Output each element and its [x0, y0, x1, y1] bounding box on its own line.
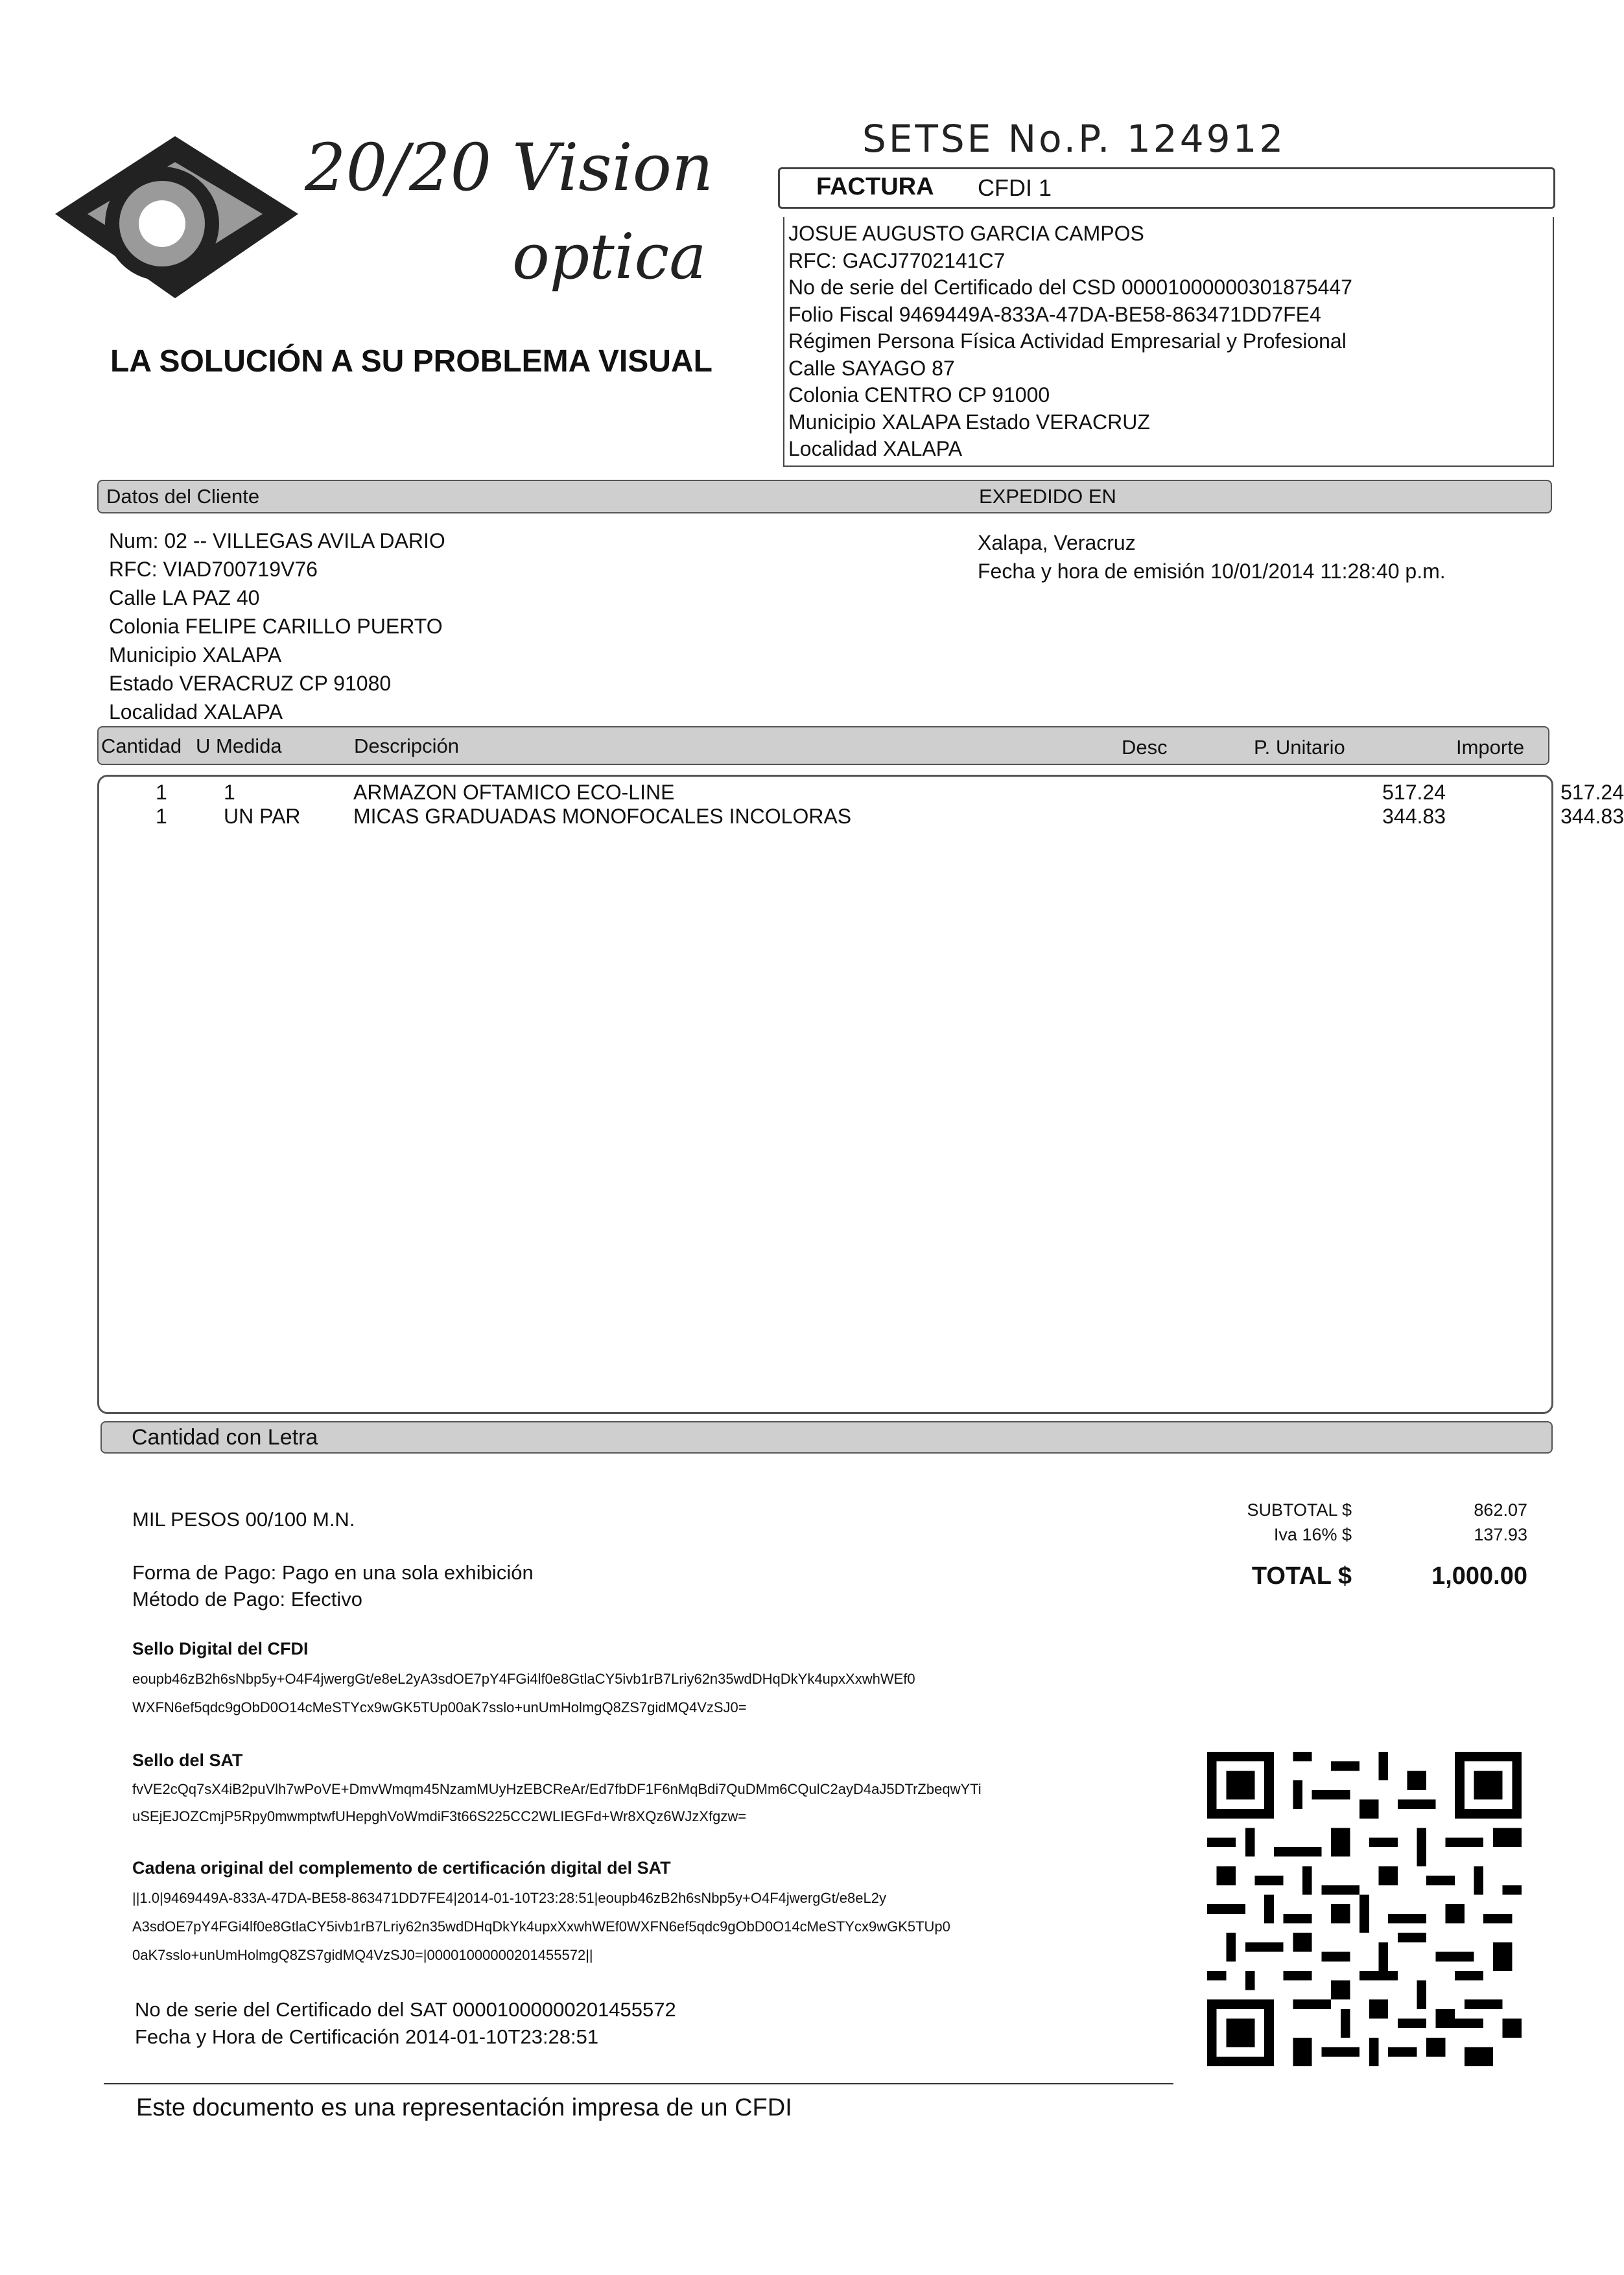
table-row [97, 805, 1624, 828]
row-umedida: 1 [224, 781, 235, 804]
cadena-line: A3sdOE7pY4FGi4lf0e8GtlaCY5ivb1rB7Lriy62n35wdDHqDkYk4upxXxwhWEf0WXFN6ef5qdc9gObD0O14cMeSTYcx9wGK5TUp0 [132, 1918, 950, 1935]
client-calle: Calle LA PAZ 40 [109, 586, 260, 609]
total-label: TOTAL $ [1251, 1562, 1352, 1590]
issuer-municipio: Municipio XALAPA Estado VERACRUZ [788, 410, 1150, 434]
col-desc: Desc [1122, 736, 1168, 759]
iva-value: 137.93 [1474, 1525, 1527, 1544]
total-value: 1,000.00 [1431, 1562, 1527, 1590]
expedido-fecha: Fecha y hora de emisión 10/01/2014 11:28:40 p.m. [978, 560, 1446, 583]
sello-cfdi-title: Sello Digital del CFDI [132, 1639, 309, 1658]
client-localidad: Localidad XALAPA [109, 700, 283, 724]
handwritten-note: SETSE No.P. 124912 [862, 117, 1286, 161]
col-punitario: P. Unitario [1254, 736, 1345, 759]
doc-type: FACTURA [816, 173, 934, 200]
cert-date: Fecha y Hora de Certificación 2014-01-10T23:28:51 [135, 2025, 599, 2048]
row-importe: 344.83 [1560, 805, 1624, 828]
qr-code-icon [1207, 1752, 1522, 2066]
brand-name: 20/20 Vision [305, 130, 714, 206]
tagline: LA SOLUCIÓN A SU PROBLEMA VISUAL [110, 344, 712, 379]
issuer-csd-serial: No de serie del Certificado del CSD 00001000000301875447 [788, 276, 1352, 299]
client-info [109, 526, 445, 726]
row-punitario: 517.24 [1382, 781, 1446, 804]
amount-in-words: MIL PESOS 00/100 M.N. [132, 1508, 355, 1531]
cadena-title: Cadena original del complemento de certificación digital del SAT [132, 1858, 671, 1878]
expedido-lugar: Xalapa, Veracruz [978, 531, 1136, 554]
client-rfc: RFC: VIAD700719V76 [109, 558, 318, 581]
footer-text: Este documento es una representación impresa de un CFDI [136, 2094, 792, 2121]
client-municipio: Municipio XALAPA [109, 643, 282, 666]
cert-sat-serial: No de serie del Certificado del SAT 00001000000201455572 [135, 1998, 676, 2021]
items-table-body [97, 775, 1553, 1414]
forma-pago: Forma de Pago: Pago en una sola exhibición [132, 1561, 534, 1584]
subtotal-value: 862.07 [1474, 1500, 1527, 1520]
table-row [97, 781, 1624, 804]
issuer-name: JOSUE AUGUSTO GARCIA CAMPOS [788, 222, 1144, 245]
col-descripcion: Descripción [354, 735, 459, 757]
col-cantidad: Cantidad [101, 735, 182, 757]
items-table-header [97, 726, 1549, 765]
footer-divider [104, 2083, 1173, 2084]
row-punitario: 344.83 [1382, 805, 1446, 828]
col-importe: Importe [1456, 736, 1525, 759]
issuer-regimen: Régimen Persona Física Actividad Empresarial y Profesional [788, 329, 1347, 353]
amount-letters-label: Cantidad con Letra [132, 1425, 318, 1450]
client-colonia: Colonia FELIPE CARILLO PUERTO [109, 615, 443, 638]
client-num: Num: 02 -- VILLEGAS AVILA DARIO [109, 529, 445, 552]
factura-header-box [778, 167, 1555, 209]
issuer-rfc: RFC: GACJ7702141C7 [788, 248, 1006, 272]
row-umedida: UN PAR [224, 805, 301, 828]
metodo-pago: Método de Pago: Efectivo [132, 1588, 363, 1610]
issuer-calle: Calle SAYAGO 87 [788, 356, 955, 380]
client-section-bar [97, 480, 1552, 513]
row-cantidad: 1 [156, 805, 167, 828]
row-importe: 517.24 [1560, 781, 1624, 804]
sello-cfdi-line: eoupb46zB2h6sNbp5y+O4F4jwergGt/e8eL2yA3sdOE7pY4FGi4lf0e8GtlaCY5ivb1rB7Lriy62n35wdDHqDkYk4upxXxwhWEf0 [132, 1671, 915, 1687]
expedido-info [978, 528, 1446, 585]
client-estado: Estado VERACRUZ CP 91080 [109, 672, 392, 695]
expedido-bar-label: EXPEDIDO EN [979, 485, 1116, 508]
row-descripcion: ARMAZON OFTAMICO ECO-LINE [353, 781, 675, 804]
sello-sat-line: uSEjEJOZCmjP5Rpy0mwmptwfUHepghVoWmdiF3t66S225CC2WLIEGFd+Wr8XQz6WJzXfgzw= [132, 1808, 747, 1824]
row-descripcion: MICAS GRADUADAS MONOFOCALES INCOLORAS [353, 805, 852, 828]
row-cantidad: 1 [156, 781, 167, 804]
issuer-localidad: Localidad XALAPA [788, 437, 963, 460]
subtotal-label: SUBTOTAL $ [1247, 1500, 1352, 1520]
col-umedida: U Medida [196, 735, 282, 757]
cadena-line: ||1.0|9469449A-833A-47DA-BE58-863471DD7FE4|2014-01-10T23:28:51|eoupb46zB2h6sNbp5y+O4F4jwergGt/e8eL2y [132, 1890, 886, 1906]
sello-cfdi-line: WXFN6ef5qdc9gObD0O14cMeSTYcx9wGK5TUp00aK7sslo+unUmHolmgQ8ZS7gidMQ4VzSJ0= [132, 1699, 747, 1715]
iva-label: Iva 16% $ [1273, 1525, 1352, 1544]
sello-sat-title: Sello del SAT [132, 1750, 243, 1770]
doc-series: CFDI 1 [978, 174, 1052, 201]
amount-letters-bar [100, 1421, 1553, 1454]
issuer-info [788, 220, 1352, 463]
client-bar-label: Datos del Cliente [106, 485, 260, 508]
sello-sat-line: fvVE2cQq7sX4iB2puVlh7wPoVE+DmvWmqm45NzamMUyHzEBCReAr/Ed7fbDF1F6nMqBdi7QuDMm6CQulC2ayD4aJ5DTrZbeqwYTi [132, 1781, 982, 1797]
eye-logo-icon [49, 136, 301, 311]
brand-subtitle: optica [512, 220, 707, 293]
issuer-colonia: Colonia CENTRO CP 91000 [788, 383, 1050, 407]
issuer-folio-fiscal: Folio Fiscal 9469449A-833A-47DA-BE58-863471DD7FE4 [788, 302, 1321, 326]
cadena-line: 0aK7sslo+unUmHolmgQ8ZS7gidMQ4VzSJ0=|00001000000201455572|| [132, 1947, 593, 1963]
